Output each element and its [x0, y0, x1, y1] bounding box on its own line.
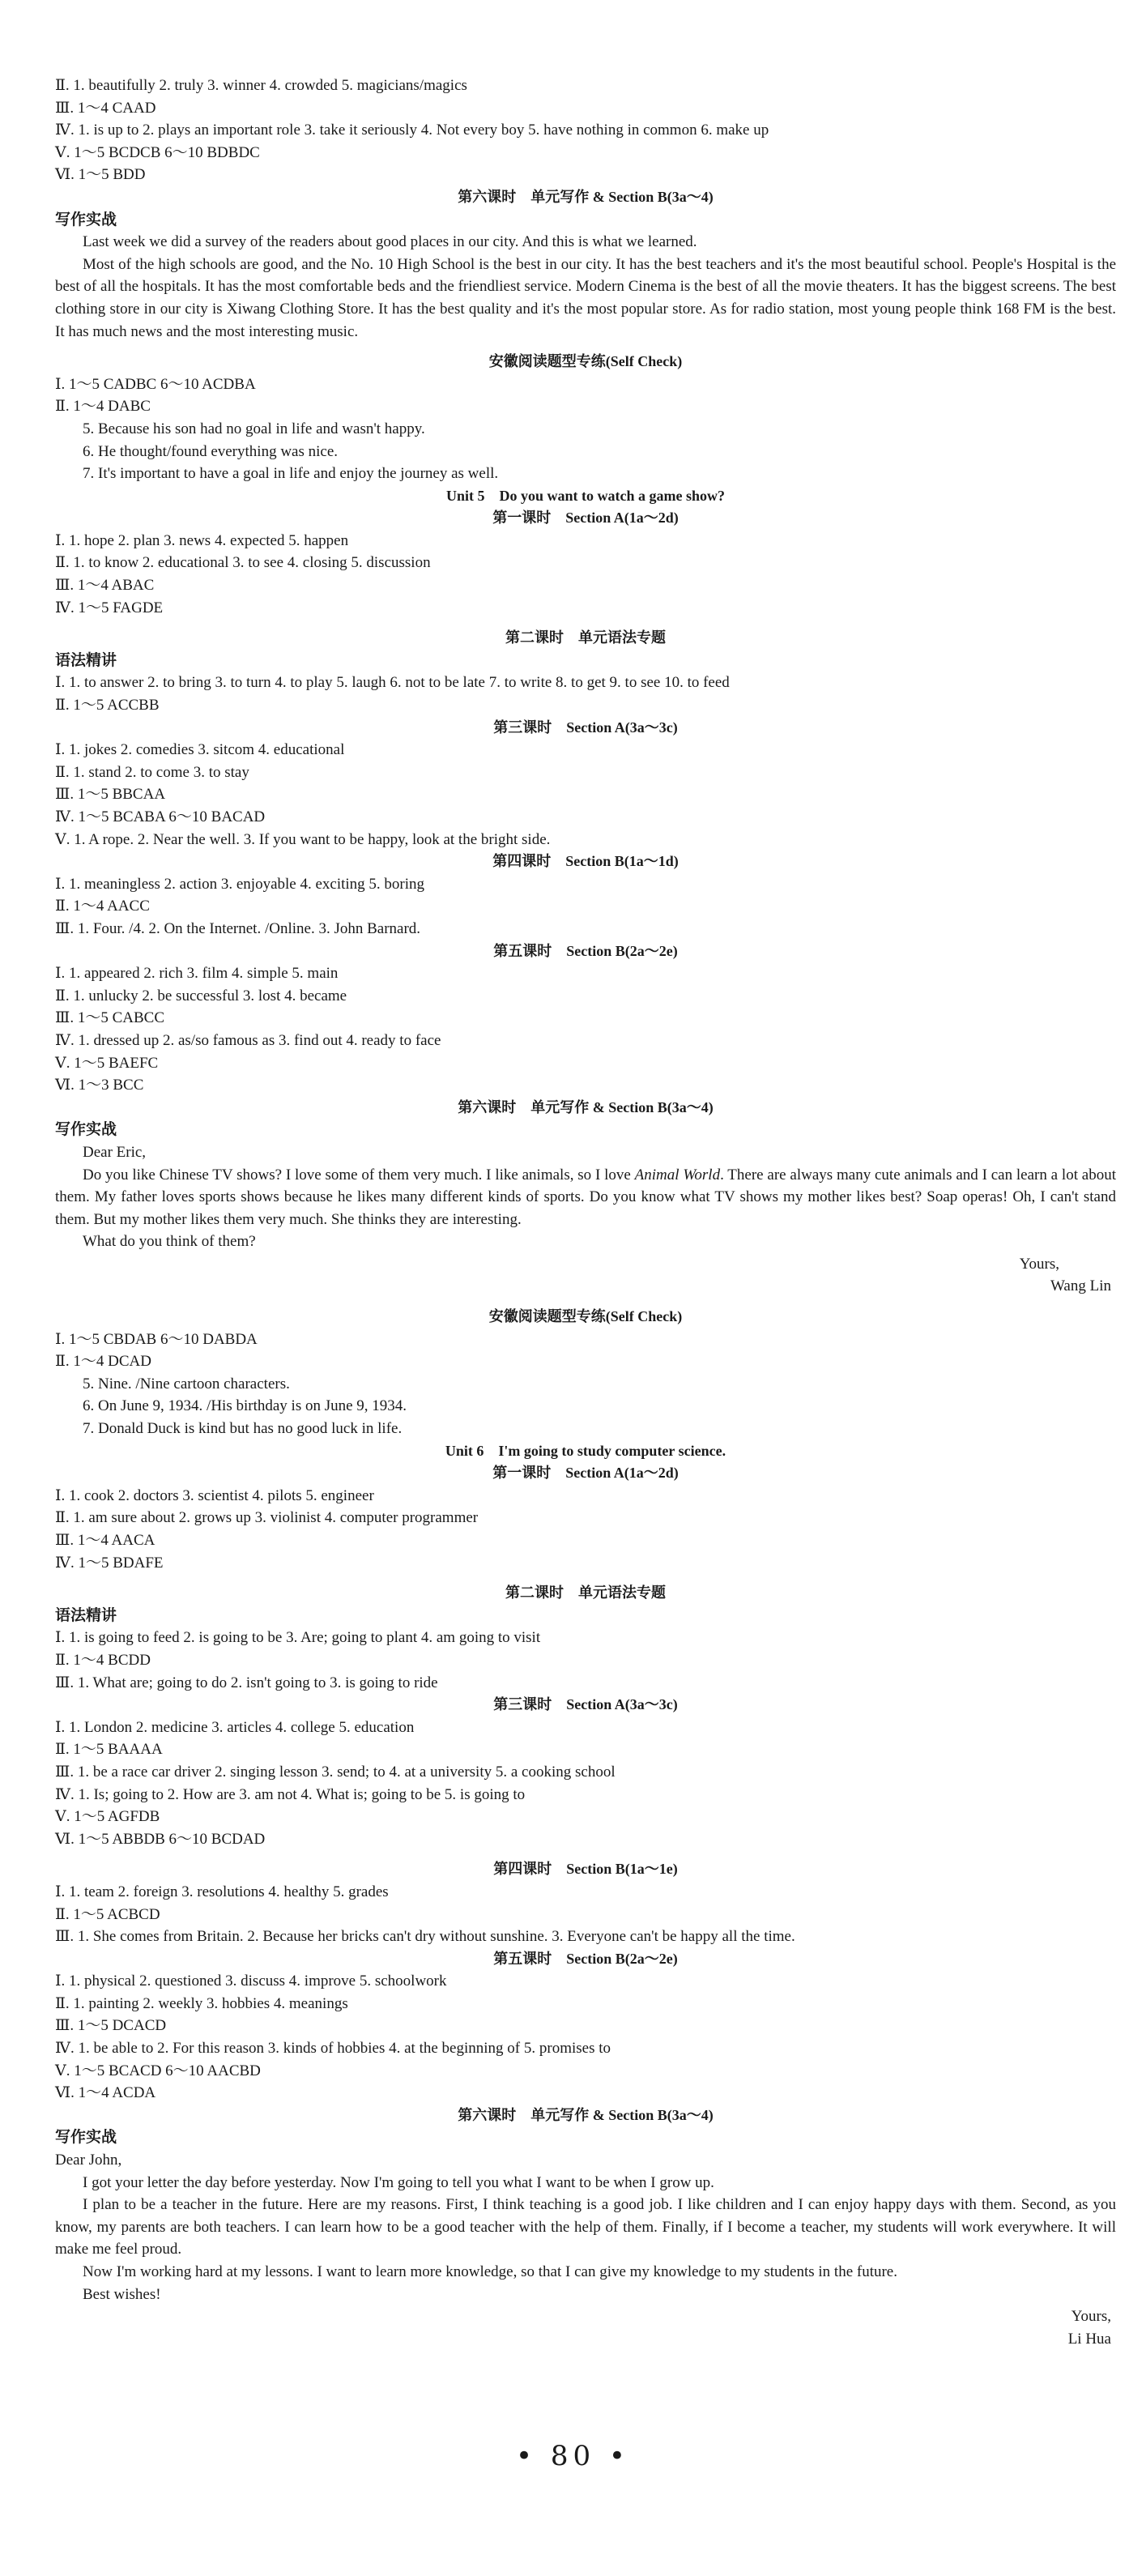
letter-signature: Wang Lin [1050, 1277, 1111, 1295]
letter-paragraph: Best wishes! [83, 2285, 161, 2303]
answer-line: Ⅰ. 1. jokes 2. comedies 3. sitcom 4. educational [55, 741, 345, 759]
self-check-section [55, 1306, 1116, 1440]
answer-line: Ⅱ. 1～4 DABC [55, 398, 151, 416]
answer-line: Ⅱ. 1～5 ACCBB [55, 697, 160, 714]
lesson-heading: 第四课时 Section B(1a～1e) [493, 1861, 678, 1878]
answer-line: 7. Donald Duck is kind but has no good luck in life. [83, 1420, 403, 1438]
answer-line: Ⅰ. 1. hope 2. plan 3. news 4. expected 5. happen [55, 531, 349, 549]
answer-line: Ⅲ. 1～5 CABCC [55, 1009, 164, 1027]
letter-paragraph: I got your letter the day before yesterday. Now I'm going to tell you what I want to be when I grow up. [83, 2173, 714, 2191]
section-label: 语法精讲 [55, 651, 117, 669]
letter-closing: Yours, [1019, 1255, 1059, 1273]
lesson-heading: 安徽阅读题型专练(Self Check) [488, 1308, 683, 1325]
letter-paragraph: Now I'm working hard at my lessons. I want to learn more knowledge, so that I can give my knowledge to my students in the future. [83, 2263, 897, 2280]
answer-line: Ⅰ. 1～5 CBDAB 6～10 DABDA [55, 1330, 258, 1348]
essay-paragraph: Most of the high schools are good, and the No. 10 High School is the best in our city. It has the best teachers and it's the most beautiful school. People's Hospital is the best of all the hospitals. It has the most comfortable beds and the friendliest service. Modern Cinema is the best of all the movie theaters. It has the biggest screens. The best clothing store in our city is Xiwang Clothing Store. It has the best quality and it's the most popular store. As for radio station, most young people think 168 FM is the best. It has much news and the most interesting music. [55, 255, 1116, 340]
answer-line: Ⅰ. 1. to answer 2. to bring 3. to turn 4. to play 5. laugh 6. not to be late 7. to write 8. to get 9. to see 10. to feed [55, 674, 730, 692]
letter-closing: Yours, [1071, 2308, 1111, 2326]
unit5-lesson1 [55, 485, 1116, 620]
answer-line: Ⅰ. 1. physical 2. questioned 3. discuss 4. improve 5. schoolwork [55, 1973, 447, 1990]
answer-line: Ⅴ. 1～5 BCDCB 6～10 BDBDC [55, 143, 260, 161]
unit5-lesson2 [55, 627, 1116, 716]
answer-line: Ⅲ. 1～5 DCACD [55, 2017, 167, 2035]
answer-line: Ⅳ. 1. is up to 2. plays an important role 3. take it seriously 4. Not every boy 5. have nothing in common 6. make up [55, 122, 769, 139]
section-label: 写作实战 [55, 2129, 117, 2147]
answer-line: Ⅱ. 1～4 DCAD [55, 1353, 152, 1371]
lesson-heading: 第六课时 单元写作 & Section B(3a～4) [458, 1098, 714, 1115]
answer-line: Ⅱ. 1. painting 2. weekly 3. hobbies 4. meanings [55, 1994, 348, 2012]
answer-line: Ⅲ. 1. What are; going to do 2. isn't going to 3. is going to ride [55, 1674, 438, 1691]
answer-line: Ⅴ. 1～5 BAEFC [55, 1054, 159, 1072]
answer-line: Ⅰ. 1. cook 2. doctors 3. scientist 4. pilots 5. engineer [55, 1486, 374, 1504]
answer-line: Ⅰ. 1～5 CADBC 6～10 ACDBA [55, 375, 256, 393]
lesson-heading: 第二课时 单元语法专题 [505, 1584, 666, 1601]
answer-line: Ⅱ. 1～5 BAAAA [55, 1741, 163, 1759]
answer-line: Ⅳ. 1～5 FAGDE [55, 599, 164, 616]
answer-line: Ⅰ. 1. London 2. medicine 3. articles 4. college 5. education [55, 1718, 415, 1736]
unit6-lesson2 [55, 1582, 1116, 1694]
lesson-heading: 第六课时 单元写作 & Section B(3a～4) [458, 188, 714, 205]
lesson-heading: 第六课时 单元写作 & Section B(3a～4) [458, 2106, 714, 2123]
answer-line: Ⅴ. 1～5 BCACD 6～10 AACBD [55, 2062, 261, 2079]
section-label: 写作实战 [55, 1121, 117, 1139]
self-check-section [55, 351, 1116, 485]
lesson-heading: 第一课时 Section A(1a～2d) [492, 510, 679, 527]
answer-line: Ⅱ. 1～4 AACC [55, 898, 150, 915]
answer-line: 7. It's important to have a goal in life and enjoy the journey as well. [83, 465, 499, 483]
lesson-heading: 第三课时 Section A(3a～3c) [493, 1696, 678, 1713]
lesson-heading: 第一课时 Section A(1a～2d) [492, 1465, 679, 1482]
answer-line: Ⅱ. 1. unlucky 2. be successful 3. lost 4. became [55, 987, 347, 1004]
unit5-lesson4 [55, 851, 1116, 940]
answer-line: Ⅵ. 1～5 BDD [55, 166, 146, 184]
letter-greeting: Dear John, [55, 2152, 122, 2169]
answer-line: Ⅳ. 1. be able to 2. For this reason 3. kinds of hobbies 4. at the beginning of 5. promises to [55, 2040, 611, 2058]
answer-line: Ⅰ. 1. meaningless 2. action 3. enjoyable 4. exciting 5. boring [55, 875, 425, 893]
answer-line: Ⅲ. 1～4 ABAC [55, 577, 155, 595]
answer-line: Ⅲ. 1～4 CAAD [55, 99, 156, 117]
answer-line: Ⅲ. 1. be a race car driver 2. singing lesson 3. send; to 4. at a university 5. a cooking school [55, 1763, 616, 1781]
continued-answers [55, 75, 1116, 186]
answer-line: Ⅴ. 1. A rope. 2. Near the well. 3. If you want to be happy, look at the bright side. [55, 830, 551, 848]
answer-line: Ⅱ. 1～5 ACBCD [55, 1905, 160, 1923]
letter-greeting: Dear Eric, [83, 1143, 147, 1161]
answer-line: Ⅲ. 1. Four. /4. 2. On the Internet. /Online. 3. John Barnard. [55, 919, 421, 937]
answer-line: Ⅰ. 1. team 2. foreign 3. resolutions 4. healthy 5. grades [55, 1883, 389, 1900]
answer-line: Ⅱ. 1～4 BCDD [55, 1651, 151, 1669]
answer-line: Ⅱ. 1. stand 2. to come 3. to stay [55, 763, 249, 781]
answer-line: Ⅲ. 1. She comes from Britain. 2. Because her bricks can't dry without sunshine. 3. Everyone can't be happy all the time. [55, 1928, 795, 1946]
section-label: 写作实战 [55, 211, 117, 228]
answer-line: Ⅳ. 1. Is; going to 2. How are 3. am not 4. What is; going to be 5. is going to [55, 1785, 526, 1803]
answer-line: Ⅰ. 1. is going to feed 2. is going to be 3. Are; going to plant 4. am going to visit [55, 1629, 541, 1647]
lesson-heading: 第三课时 Section A(3a～3c) [493, 719, 678, 736]
letter-signature: Li Hua [1067, 2330, 1111, 2348]
answer-line: Ⅵ. 1～3 BCC [55, 1077, 144, 1094]
answer-line: Ⅳ. 1～5 BDAFE [55, 1554, 164, 1572]
unit-heading: Unit 6 I'm going to study computer science. [445, 1442, 726, 1459]
answer-line: Ⅵ. 1～5 ABBDB 6～10 BCDAD [55, 1830, 266, 1848]
essay-paragraph: Last week we did a survey of the readers about good places in our city. And this is what we learned. [83, 233, 697, 251]
lesson-heading: 第四课时 Section B(1a～1d) [492, 853, 679, 870]
answer-line: 6. On June 9, 1934. /His birthday is on June 9, 1934. [83, 1397, 407, 1415]
section-label: 语法精讲 [55, 1606, 117, 1624]
answer-line: Ⅳ. 1. dressed up 2. as/so famous as 3. find out 4. ready to face [55, 1031, 441, 1049]
lesson-heading: 安徽阅读题型专练(Self Check) [488, 353, 683, 370]
letter-paragraph: I plan to be a teacher in the future. Here are my reasons. First, I think teaching is a good job. I like children and I can enjoy happy days with them. Second, as you know, my parents are both teachers. I can learn how to be a good teacher with the help of them. Finally, if I become a teacher, my students will work everywhere. It will make me feel proud. [55, 2196, 1116, 2258]
answer-line: Ⅱ. 1. beautifully 2. truly 3. winner 4. crowded 5. magicians/magics [55, 77, 467, 94]
unit6-lesson4 [55, 1858, 1116, 1947]
unit6-lesson6 [55, 2105, 1116, 2351]
lesson-heading: 第五课时 Section B(2a～2e) [493, 942, 678, 959]
answer-line: Ⅱ. 1. to know 2. educational 3. to see 4. closing 5. discussion [55, 554, 431, 572]
unit5-lesson5 [55, 940, 1116, 1097]
unit6-lesson1 [55, 1440, 1116, 1575]
page-number: • 80 • [516, 2440, 630, 2472]
unit6-lesson3 [55, 1694, 1116, 1850]
answer-line: Ⅱ. 1. am sure about 2. grows up 3. violinist 4. computer programmer [55, 1509, 479, 1527]
unit5-lesson6 [55, 1097, 1116, 1298]
writing-section [55, 186, 1116, 343]
unit6-lesson5 [55, 1948, 1116, 2105]
answer-line: Ⅴ. 1～5 AGFDB [55, 1808, 160, 1826]
letter-paragraph: Do you like Chinese TV shows? I love some of them very much. I like animals, so I love Animal World. There are always many cute animals and I can learn a lot about them. My father loves sports shows because he likes many different kinds of sports. Do you know what TV shows my mother likes best? Soap operas! Oh, I can't stand them. But my mother likes them very much. She thinks they are interesting. [55, 1166, 1117, 1228]
letter-paragraph: What do you think of them? [83, 1233, 256, 1251]
answer-line: Ⅳ. 1～5 BCABA 6～10 BACAD [55, 808, 266, 825]
answer-line: 5. Because his son had no goal in life and wasn't happy. [83, 420, 425, 437]
lesson-heading: 第五课时 Section B(2a～2e) [493, 1950, 678, 1967]
unit-heading: Unit 5 Do you want to watch a game show? [445, 487, 725, 504]
unit5-lesson3 [55, 717, 1116, 851]
lesson-heading: 第二课时 单元语法专题 [505, 629, 666, 646]
answer-line: 5. Nine. /Nine cartoon characters. [83, 1375, 290, 1392]
answer-line: Ⅲ. 1～5 BBCAA [55, 786, 166, 804]
answer-line: Ⅰ. 1. appeared 2. rich 3. film 4. simple 5. main [55, 965, 339, 983]
answer-page [55, 75, 1116, 2350]
answer-line: Ⅲ. 1～4 AACA [55, 1532, 155, 1549]
answer-line: Ⅵ. 1～4 ACDA [55, 2084, 156, 2102]
answer-line: 6. He thought/found everything was nice. [83, 442, 339, 460]
